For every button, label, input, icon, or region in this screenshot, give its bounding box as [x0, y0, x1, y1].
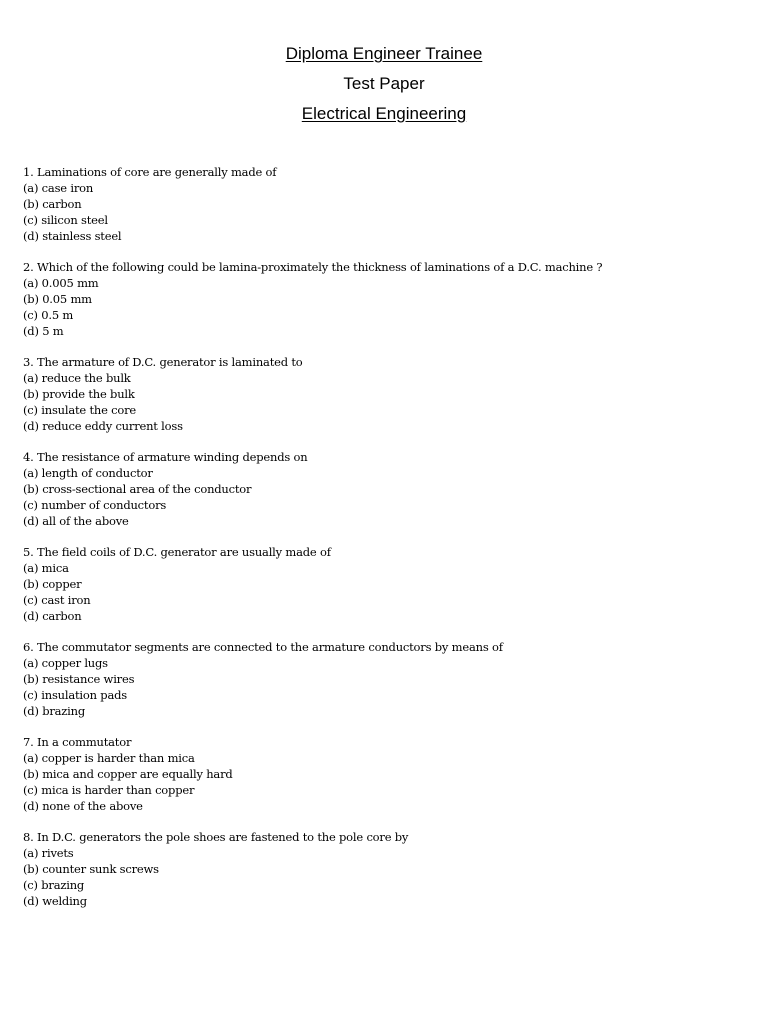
header-subtitle: Test Paper	[343, 74, 425, 93]
option-d: (d) brazing	[23, 703, 86, 718]
question-4	[23, 450, 743, 529]
question-text: 4. The resistance of armature winding depends on	[23, 450, 308, 465]
option-d: (d) carbon	[23, 608, 82, 623]
question-text: 2. Which of the following could be lamina-proximately the thickness of laminations of a D.C. machine ?	[23, 260, 603, 275]
option-c: (c) number of conductors	[23, 497, 167, 512]
option-a: (a) case iron	[23, 180, 94, 195]
question-3	[23, 355, 743, 434]
question-5	[23, 545, 743, 624]
question-text: 5. The field coils of D.C. generator are usually made of	[23, 545, 331, 560]
option-b: (b) counter sunk screws	[23, 862, 159, 877]
option-d: (d) 5 m	[23, 323, 64, 338]
option-c: (c) silicon steel	[23, 212, 108, 227]
option-a: (a) length of conductor	[23, 466, 153, 481]
option-a: (a) reduce the bulk	[23, 370, 131, 385]
option-d: (d) welding	[23, 893, 87, 908]
option-d: (d) all of the above	[23, 513, 129, 528]
document-header	[0, 44, 768, 134]
option-a: (a) copper lugs	[23, 656, 108, 671]
option-b: (b) mica and copper are equally hard	[23, 767, 233, 782]
option-c: (c) mica is harder than copper	[23, 782, 195, 797]
question-1	[23, 165, 743, 244]
question-list	[23, 165, 743, 925]
question-text: 8. In D.C. generators the pole shoes are fastened to the pole core by	[23, 830, 409, 845]
question-text: 1. Laminations of core are generally made of	[23, 165, 277, 179]
option-c: (c) brazing	[23, 878, 85, 892]
option-a: (a) mica	[23, 561, 69, 576]
option-c: (c) insulation pads	[23, 687, 127, 702]
option-b: (b) resistance wires	[23, 672, 135, 687]
option-b: (b) cross-sectional area of the conductor	[23, 481, 252, 496]
option-a: (a) 0.005 mm	[23, 275, 99, 290]
option-b: (b) provide the bulk	[23, 386, 135, 401]
option-b: (b) copper	[23, 576, 82, 591]
option-c: (c) insulate the core	[23, 402, 137, 417]
option-a: (a) rivets	[23, 846, 74, 861]
question-2	[23, 260, 743, 339]
option-d: (d) reduce eddy current loss	[23, 418, 183, 433]
option-a: (a) copper is harder than mica	[23, 751, 195, 766]
question-8	[23, 830, 743, 909]
question-7	[23, 735, 743, 814]
header-title: Diploma Engineer Trainee	[285, 44, 483, 63]
option-d: (d) stainless steel	[23, 228, 122, 243]
option-c: (c) 0.5 m	[23, 307, 74, 322]
option-d: (d) none of the above	[23, 798, 143, 813]
header-subject: Electrical Engineering	[301, 104, 467, 123]
question-text: 7. In a commutator	[23, 735, 132, 750]
question-text: 3. The armature of D.C. generator is laminated to	[23, 355, 303, 370]
question-text: 6. The commutator segments are connected to the armature conductors by means of	[23, 640, 503, 655]
option-c: (c) cast iron	[23, 592, 91, 607]
question-6	[23, 640, 743, 719]
option-b: (b) 0.05 mm	[23, 291, 92, 306]
option-b: (b) carbon	[23, 196, 82, 211]
